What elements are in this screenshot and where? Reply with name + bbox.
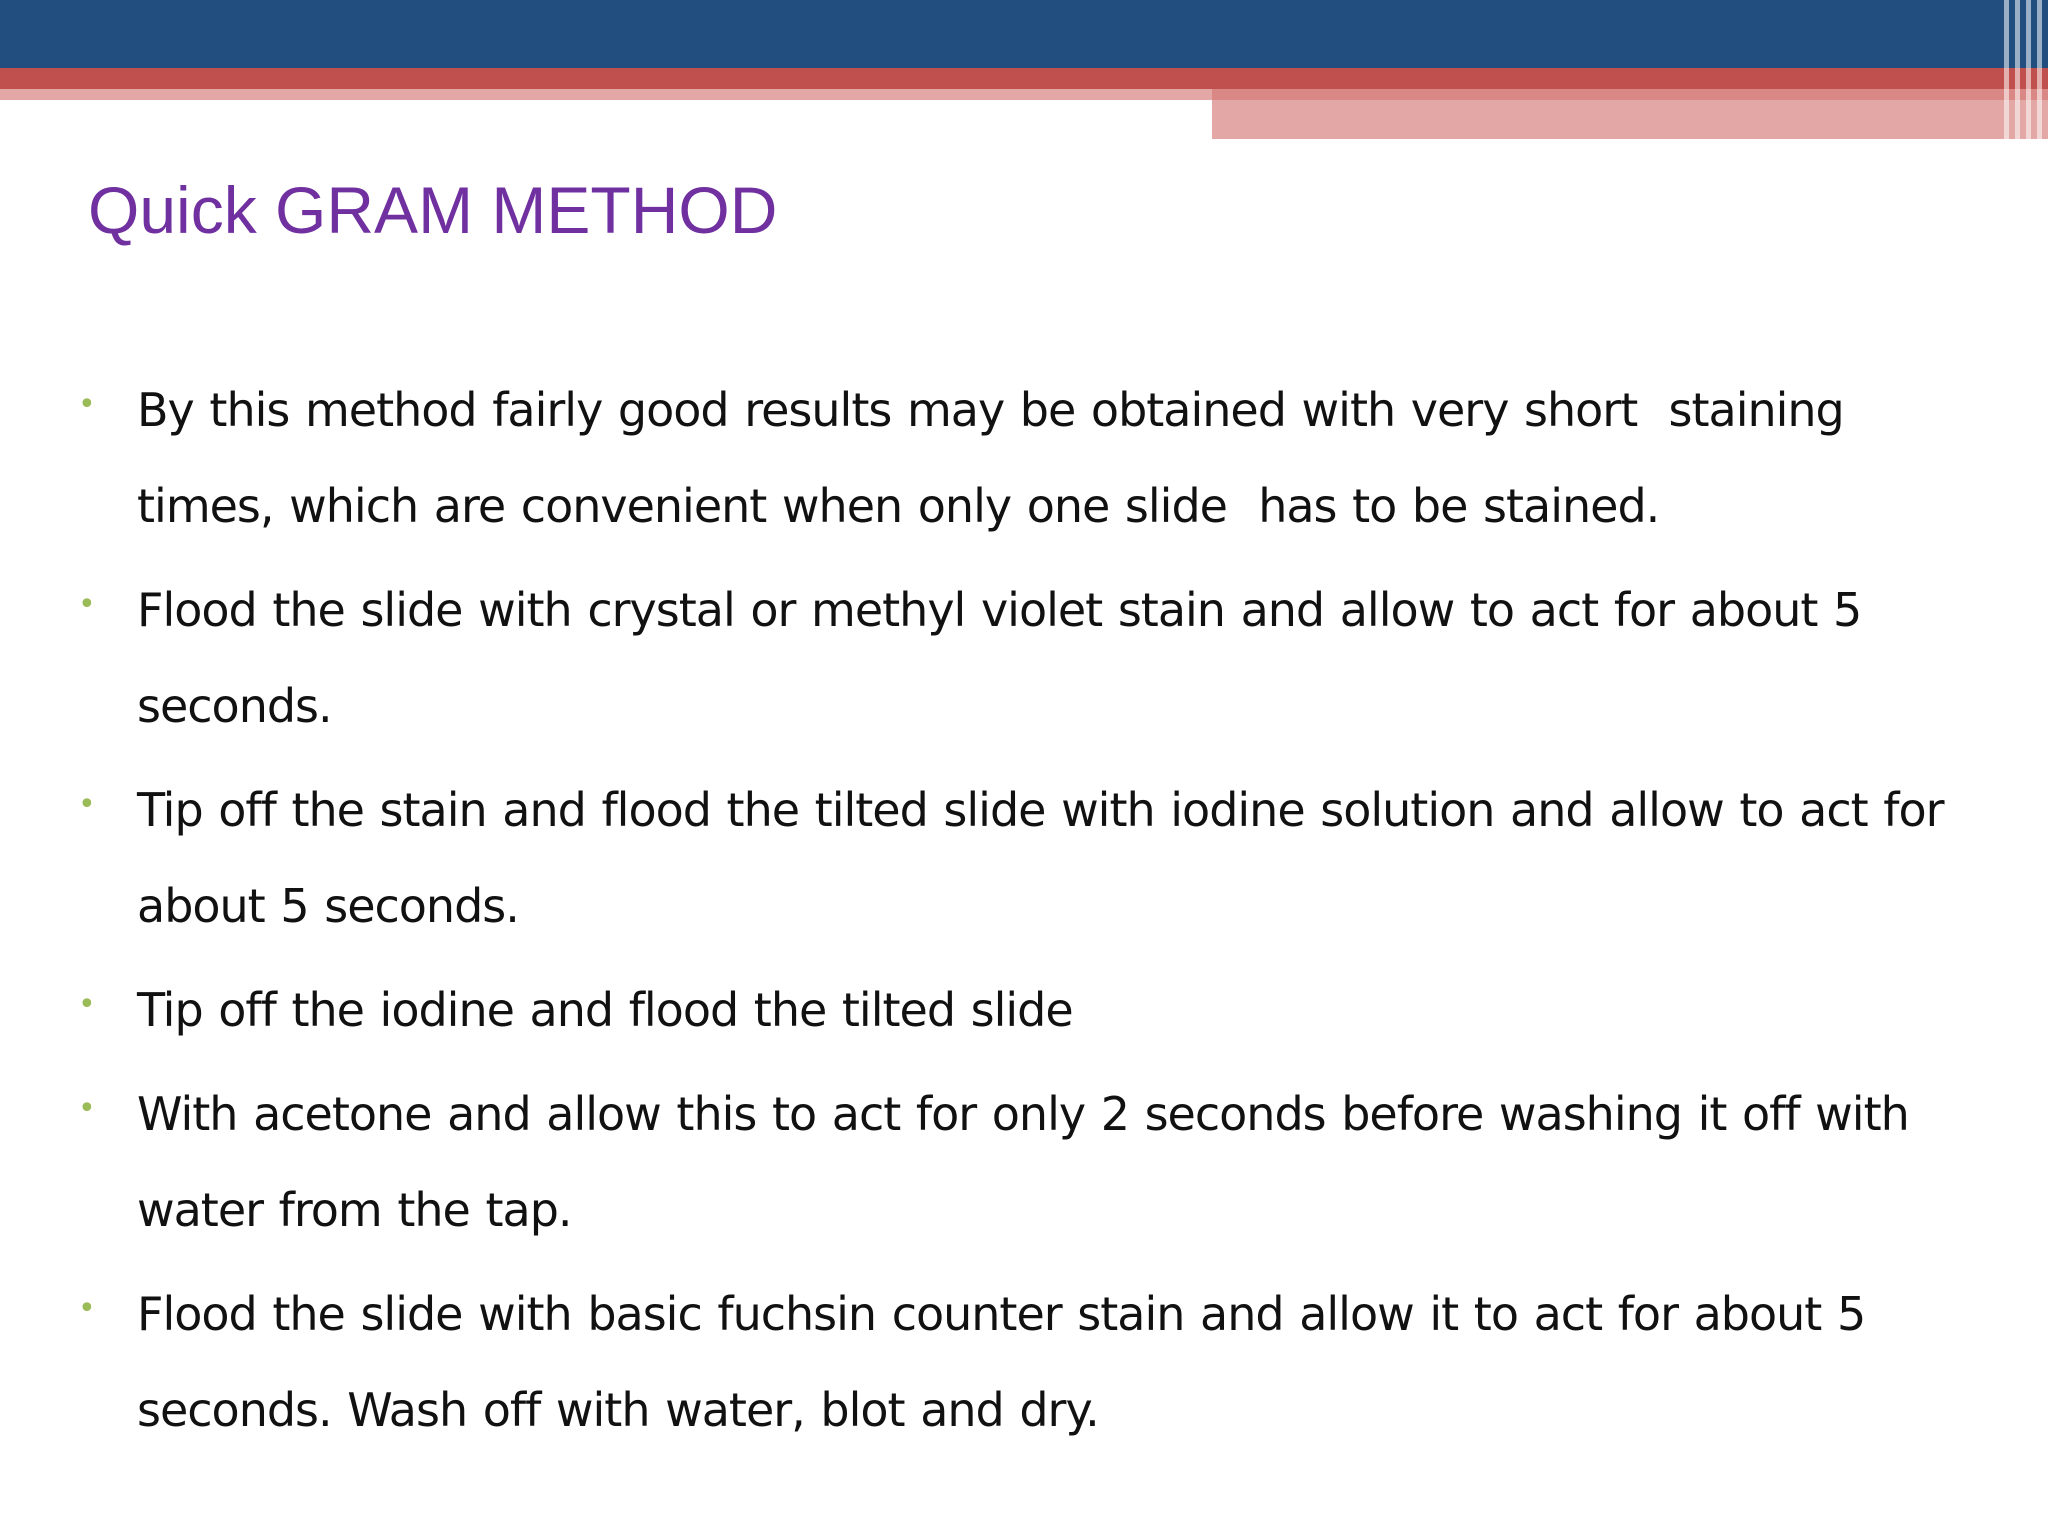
bullet-dot-icon: • [78,787,96,822]
bullet-item [78,962,1968,1058]
header-edge-stripes [1988,0,2048,139]
bullet-item [78,362,1968,554]
bullet-dot-icon: • [78,387,96,422]
bullet-text: Flood the slide with basic fuchsin counter stain and allow it to act for about 5 seconds. Wash off with water, blot and dry. [137,1287,1881,1437]
bullet-item [78,1266,1968,1458]
bullet-item [78,562,1968,754]
bullet-dot-icon: • [78,1291,96,1326]
edge-stripe [2037,0,2042,139]
bullet-list [78,362,1968,1466]
bullet-dot-icon: • [78,987,96,1022]
bullet-text: Tip off the stain and flood the tilted slide with iodine solution and allow to act for about 5 seconds. [137,783,1960,933]
header-blue-band [0,0,2048,68]
bullet-item [78,762,1968,954]
header-pink-band-right-upper [1212,89,2048,100]
bullet-item [78,1066,1968,1258]
edge-stripe [2004,0,2009,139]
bullet-dot-icon: • [78,1091,96,1126]
bullet-text: By this method fairly good results may be obtained with very short staining times, which are convenient when only one slide has to be stained. [137,383,1860,533]
edge-stripe [2026,0,2031,139]
bullet-text: Tip off the iodine and flood the tilted slide [137,983,1073,1037]
header-pink-band-left [0,89,1212,100]
edge-stripe [2015,0,2020,139]
header-pink-band-right [1212,100,2048,139]
bullet-text: With acetone and allow this to act for only 2 seconds before washing it off with water from the tap. [137,1087,1925,1237]
slide-title: Quick GRAM METHOD [88,173,778,247]
bullet-text: Flood the slide with crystal or methyl violet stain and allow to act for about 5 seconds. [137,583,1877,733]
bullet-dot-icon: • [78,587,96,622]
header-red-band [0,68,2048,89]
